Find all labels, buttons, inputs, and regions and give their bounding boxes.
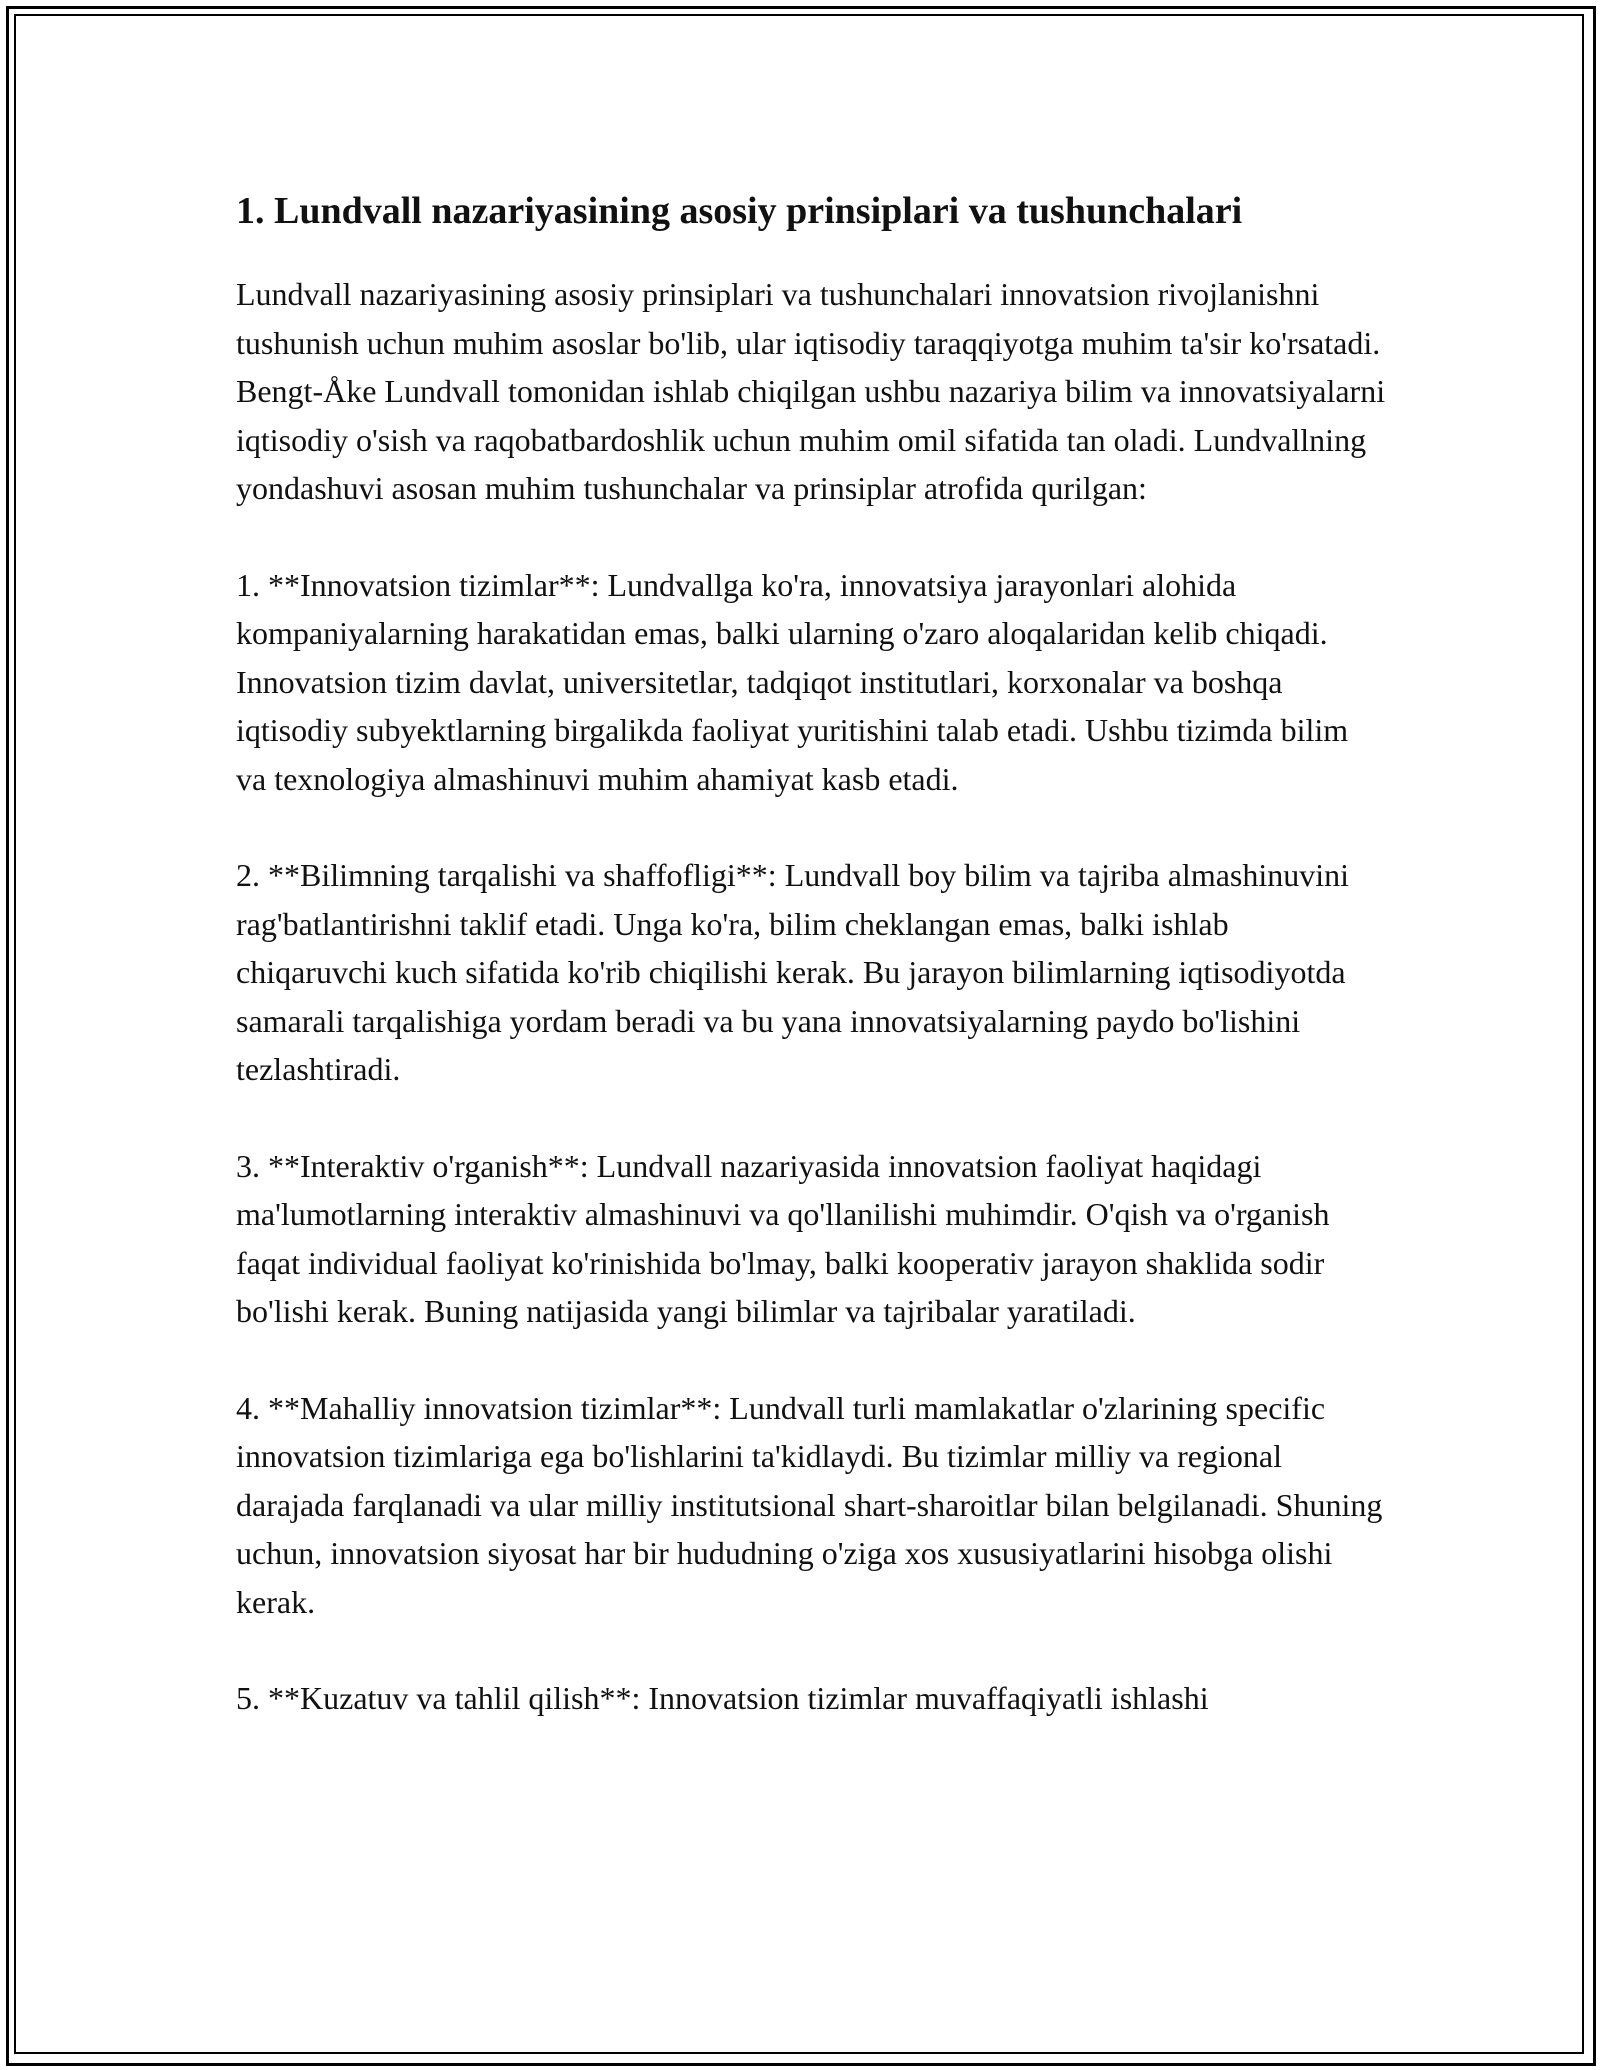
intro-paragraph: Lundvall nazariyasining asosiy prinsiplari va tushunchalari innovatsion rivojlanishni tushunish uchun muhim asoslar bo'lib, ular iqtisodiy taraqqiyotga muhim ta'sir ko'rsatadi. Bengt-Åke Lundvall tomonidan ishlab chiqilgan ushbu nazariya bilim va innovatsiyalarni iqtisodiy o'sish va raqobatbardoshlik uchun muhim omil sifatida tan oladi. Lundvallning yondashuvi asosan muhim tushunchalar va prinsiplar atrofida qurilgan: [236,276,1386,506]
list-item-knowledge-diffusion: 2. **Bilimning tarqalishi va shaffofligi**: Lundvall boy bilim va tajriba almashinuvini rag'batlantirishni taklif etadi. Unga ko'ra, bilim cheklangan emas, balki ishlab chiqaruvchi kuch sifatida ko'rib chiqilishi kerak. Bu jarayon bilimlarning iqtisodiyotda samarali tarqalishiga yordam beradi va bu yana innovatsiyalarning paydo bo'lishini tezlashtiradi. [236,857,1350,1087]
section-heading: 1. Lundvall nazariyasining asosiy prinsiplari va tushunchalari [236,190,1243,232]
list-item-local-innovation-systems: 4. **Mahalliy innovatsion tizimlar**: Lundvall turli mamlakatlar o'zlarining specific innovatsion tizimlariga ega bo'lishlarini ta'kidlaydi. Bu tizimlar milliy va regional darajada farqlanadi va ular milliy institutsional shart-sharoitlar bilan belgilanadi. Shuning uchun, innovatsion siyosat har bir hududning o'ziga xos xususiyatlarini hisobga olishi kerak. [236,1389,1383,1620]
document-body [236,186,1386,1723]
list-item-monitoring-analysis: 5. **Kuzatuv va tahlil qilish**: Innovatsion tizimlar muvaffaqiyatli ishlashi [236,1680,1209,1716]
list-item-interactive-learning: 3. **Interaktiv o'rganish**: Lundvall nazariyasida innovatsion faoliyat haqidagi ma'lumotlarning interaktiv almashinuvi va qo'llanilishi muhimdir. O'qish va o'rganish faqat individual faoliyat ko'rinishida bo'lmay, balki kooperativ jarayon shaklida sodir bo'lishi kerak. Buning natijasida yangi bilimlar va tajribalar yaratiladi. [236,1147,1330,1329]
list-item-innovation-systems: 1. **Innovatsion tizimlar**: Lundvallga ko'ra, innovatsiya jarayonlari alohida kompaniyalarning harakatidan emas, balki ularning o'zaro aloqalaridan kelib chiqadi. Innovatsion tizim davlat, universitetlar, tadqiqot institutlari, korxonalar va boshqa iqtisodiy subyektlarning birgalikda faoliyat yuritishini talab etadi. Ushbu tizimda bilim va texnologiya almashinuvi muhim ahamiyat kasb etadi. [236,566,1349,797]
